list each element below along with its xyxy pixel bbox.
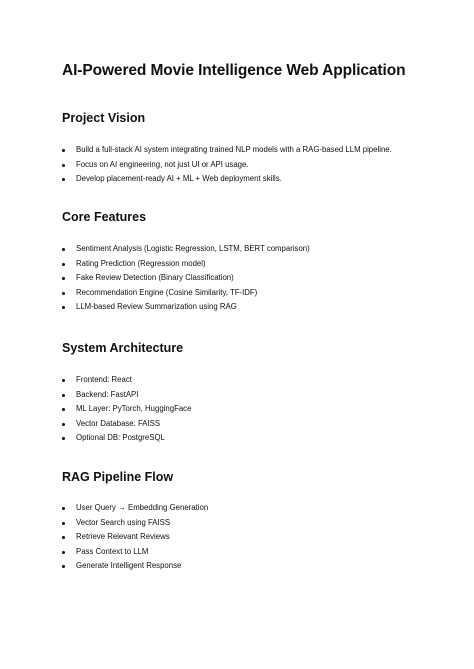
list-item-text: Vector Search using FAISS — [76, 517, 171, 527]
bullet-icon — [62, 178, 65, 181]
bullet-icon — [62, 522, 65, 525]
bullet-icon — [62, 536, 65, 539]
bullet-icon — [62, 551, 65, 554]
list-item — [62, 172, 452, 187]
list-item — [62, 402, 452, 417]
list-item — [62, 271, 452, 286]
bullet-icon — [62, 164, 65, 167]
list-item-text: ML Layer: PyTorch, HuggingFace — [76, 404, 192, 414]
list-item — [62, 143, 452, 158]
bullet-icon — [62, 565, 65, 568]
section-core-features — [62, 210, 452, 312]
list-item-text: User Query → Embedding Generation — [76, 503, 209, 512]
list-item-text: Optional DB: PostgreSQL — [76, 433, 165, 443]
list-item-text: Focus on AI engineering, not just UI or API usage. — [76, 159, 249, 169]
section-rag-pipeline-flow — [62, 470, 452, 571]
section-heading: Project Vision — [62, 111, 146, 125]
list-item-text: Generate Intelligent Response — [76, 561, 182, 571]
list-item — [62, 388, 452, 403]
list-item-text: Recommendation Engine (Cosine Similarity, TF-IDF) — [76, 287, 258, 297]
section-system-architecture — [62, 341, 452, 443]
list-item — [62, 501, 452, 516]
list-item-text: Vector Database: FAISS — [76, 418, 161, 428]
bullet-icon — [62, 408, 65, 411]
list-item — [62, 530, 452, 545]
list-item — [62, 431, 452, 446]
list-item-text: Rating Prediction (Regression model) — [76, 258, 206, 268]
bullet-icon — [62, 306, 65, 309]
list-item — [62, 286, 452, 301]
bullet-icon — [62, 507, 65, 510]
list-item-text: Build a full-stack AI system integrating trained NLP models with a RAG-based LLM pipeline. — [76, 145, 392, 154]
bullet-icon — [62, 277, 65, 280]
list-item-text: Develop placement-ready AI + ML + Web deployment skills. — [76, 174, 282, 184]
bullet-icon — [62, 292, 65, 295]
bullet-icon — [62, 423, 65, 426]
list-item — [62, 158, 452, 173]
section-heading: System Architecture — [62, 341, 184, 355]
list-item — [62, 300, 452, 315]
bullet-icon — [62, 149, 65, 152]
list-item — [62, 545, 452, 560]
list-item — [62, 559, 452, 574]
list-item — [62, 516, 452, 531]
list-item-text: Frontend: React — [76, 375, 132, 384]
bullet-list — [62, 143, 452, 187]
bullet-icon — [62, 263, 65, 266]
bullet-list — [62, 501, 452, 574]
bullet-icon — [62, 437, 65, 440]
list-item — [62, 373, 452, 388]
list-item-text: Pass Context to LLM — [76, 546, 149, 556]
section-heading: Core Features — [62, 210, 147, 224]
bullet-list — [62, 242, 452, 315]
list-item — [62, 417, 452, 432]
list-item-text: Fake Review Detection (Binary Classification) — [76, 273, 234, 283]
bullet-icon — [62, 379, 65, 382]
list-item-text: Sentiment Analysis (Logistic Regression, LSTM, BERT comparison) — [76, 244, 310, 253]
bullet-list — [62, 373, 452, 446]
list-item-text: Backend: FastAPI — [76, 389, 139, 399]
section-heading: RAG Pipeline Flow — [62, 470, 174, 484]
list-item-text: LLM-based Review Summarization using RAG — [76, 302, 237, 312]
list-item — [62, 242, 452, 257]
list-item-text: Retrieve Relevant Reviews — [76, 532, 170, 542]
bullet-icon — [62, 248, 65, 251]
bullet-icon — [62, 394, 65, 397]
document-title: AI-Powered Movie Intelligence Web Application — [62, 62, 406, 79]
list-item — [62, 257, 452, 272]
section-project-vision — [62, 111, 452, 184]
